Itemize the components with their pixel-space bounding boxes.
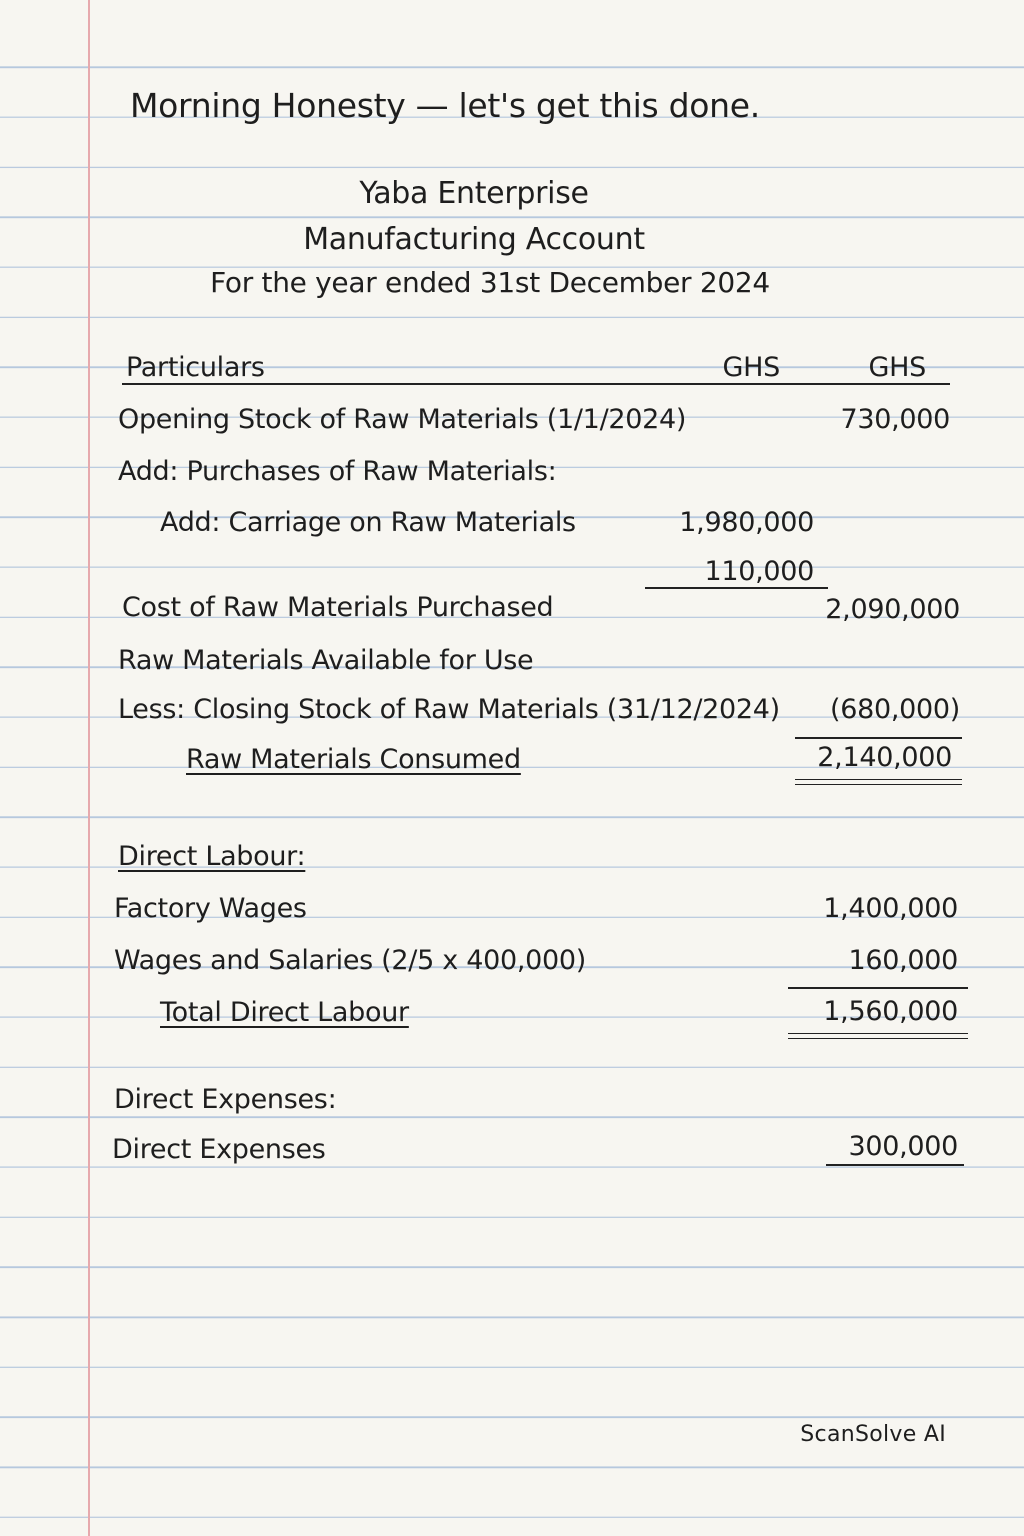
purchases-value: 1,980,000 <box>679 507 814 538</box>
direct-expenses-heading: Direct Expenses: <box>114 1084 337 1115</box>
consumed-double-rule <box>795 779 962 785</box>
carriage-value: 110,000 <box>704 556 814 587</box>
opening-stock-label: Opening Stock of Raw Materials (1/1/2024) <box>118 404 687 435</box>
intro-note: Morning Honesty — let's get this done. <box>130 86 760 125</box>
available-for-use-label: Raw Materials Available for Use <box>118 645 534 676</box>
wages-salaries-value: 160,000 <box>848 945 958 976</box>
consumed-value: 2,140,000 <box>817 742 952 773</box>
purchases-label: Add: Purchases of Raw Materials: <box>118 456 557 487</box>
factory-wages-label: Factory Wages <box>114 893 307 924</box>
total-direct-labour-value: 1,560,000 <box>823 996 958 1027</box>
factory-wages-value: 1,400,000 <box>823 893 958 924</box>
purchases-subtotal-rule <box>645 587 828 589</box>
column-header-particulars: Particulars <box>126 352 265 383</box>
brand-watermark: ScanSolve AI <box>800 1422 946 1447</box>
company-name: Yaba Enterprise <box>359 176 589 211</box>
direct-labour-heading: Direct Labour: <box>118 841 306 872</box>
labour-double-rule <box>788 1033 968 1039</box>
closing-stock-value: (680,000) <box>829 694 960 725</box>
direct-expenses-value: 300,000 <box>848 1131 958 1162</box>
expenses-rule <box>826 1164 964 1166</box>
wages-salaries-label: Wages and Salaries (2/5 x 400,000) <box>114 945 587 976</box>
header-rule <box>122 383 950 385</box>
column-header-ghs-1: GHS <box>722 352 780 383</box>
direct-expenses-label: Direct Expenses <box>112 1134 326 1165</box>
cost-purchased-value: 2,090,000 <box>825 594 960 625</box>
column-header-ghs-2: GHS <box>868 352 926 383</box>
consumed-subtotal-rule <box>795 737 962 739</box>
statement-period: For the year ended 31st December 2024 <box>210 266 770 299</box>
opening-stock-value: 730,000 <box>840 404 950 435</box>
consumed-label: Raw Materials Consumed <box>186 744 521 775</box>
labour-subtotal-rule <box>788 987 968 989</box>
cost-purchased-label: Cost of Raw Materials Purchased <box>122 592 554 623</box>
notebook-margin-line <box>88 0 90 1536</box>
closing-stock-label: Less: Closing Stock of Raw Materials (31/12/2024) <box>118 694 780 725</box>
statement-title: Manufacturing Account <box>303 222 645 257</box>
carriage-label: Add: Carriage on Raw Materials <box>160 507 576 538</box>
total-direct-labour-label: Total Direct Labour <box>160 997 409 1028</box>
